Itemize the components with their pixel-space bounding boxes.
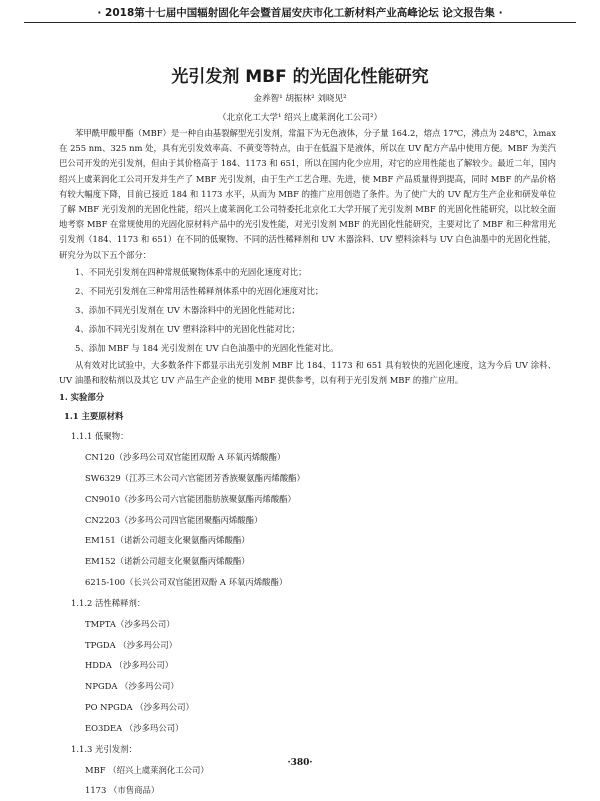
oligomer-item: CN9010（沙多玛公司六官能团脂肪族聚氨酯丙烯酸酯）	[85, 493, 296, 504]
section-heading-diluents: 1.1.2 活性稀释剂：	[71, 597, 146, 608]
page-number: ·380·	[287, 758, 313, 768]
diluent-item: TMPTA（沙多玛公司）	[85, 618, 175, 629]
diluent-item: EO3DEA （沙多玛公司）	[85, 722, 184, 733]
study-part-item: 4、添加不同光引发剂在 UV 塑料涂料中的光固化性能对比；	[75, 323, 300, 334]
diluent-item: NPGDA （沙多玛公司）	[85, 681, 179, 692]
oligomer-item: EM151（诺新公司超支化聚氨酯丙烯酸酯）	[85, 535, 250, 546]
study-part-item: 5、添加 MBF 与 184 光引发剂在 UV 白色油墨中的光固化性能对比。	[75, 342, 339, 353]
diluent-item: PO NPGDA （沙多玛公司）	[85, 702, 194, 712]
oligomer-item: SW6329（江苏三木公司六官能团芳香族聚氨酯丙烯酸酯）	[85, 473, 305, 484]
photoinitiator-item: MBF （绍兴上虞莱润化工公司）	[85, 764, 209, 775]
oligomer-item: CN2203（沙多玛公司四官能团聚酯丙烯酸酯）	[85, 514, 263, 525]
diluent-item: HDDA （沙多玛公司）	[85, 660, 174, 671]
paper-title: 光引发剂 MBF 的光固化性能研究	[171, 67, 429, 87]
main-body	[59, 126, 556, 801]
study-part-item: 2、不同光引发剂在三种常用活性稀释剂体系中的光固化速度对比；	[75, 285, 324, 296]
section-heading-oligomers: 1.1.1 低聚物：	[71, 431, 129, 442]
section-heading-experimental: 1. 实验部分	[59, 392, 105, 403]
diluent-item: TPGDA （沙多玛公司）	[85, 639, 177, 650]
study-part-item: 1、不同光引发剂在四种常规低聚物体系中的光固化速度对比；	[75, 266, 307, 277]
section-heading-photoinitiators: 1.1.3 光引发剂：	[71, 743, 137, 754]
section-heading-materials: 1.1 主要原材料	[64, 411, 124, 422]
oligomer-item: EM152（诺新公司超支化聚氨酯丙烯酸酯）	[85, 556, 250, 567]
conclusion-paragraph: 从有效对比试验中，大多数条件下都显示出光引发剂 MBF 比 184、1173 和 651 具有较快的光固化速度，这为今后 UV 涂料、UV 油墨和胶粘剂以及其它 UV 产品生产企业的使用 MBF 提供参考，以有利于光引发剂 MBF 的推广应用。	[59, 359, 556, 386]
oligomer-item: 6215-100（长兴公司双官能团双酚 A 环氧丙烯酸酯）	[85, 577, 288, 588]
affiliation: （北京化工大学¹ 绍兴上虞莱润化工公司²）	[217, 113, 383, 123]
photoinitiator-item: 1173 （市售商品）	[85, 785, 160, 796]
running-header: · 2018第十七届中国辐射固化年会暨首届安庆市化工新材料产业高峰论坛 论文报告集 ·	[24, 4, 576, 23]
study-part-item: 3、添加不同光引发剂在 UV 木器涂料中的光固化性能对比；	[75, 304, 300, 315]
intro-paragraph: 苯甲酰甲酸甲酯（MBF）是一种自由基裂解型光引发剂，常温下为无色液体，分子量 164.2，熔点 17℃，沸点为 248℃，λmax 在 255 nm、325 nm 处，具有光引发效率高、不黄变等特点，由于在低温下是液体，所以在 UV 配方产品中使用方便。MBF 为美汽巴公司开发的光引发剂，但由于其价格高于 184、1173 和 651，所以在国内化少应用，对它的应用性能也了解较少。最近二年，国内绍兴上虞莱润化工公司开发并生产了 MBF 光引发剂，由于生产工艺合理、先进，使 MBF 产品质量得到提高，同时 MBF 的产品价格有较大幅度下降，目前已接近 184 和 1173 水平，从而为 MBF 的推广应用创造了条件。为了使广大的 UV 配方生产企业和研发单位了解 MBF 光引发剂的光固化性能，绍兴上虞莱润化工公司特委托北京化工大学开展了光引发剂 MBF 的光固化性能研究，以比较全面地考察 MBF 在常规使用的光固化原材料产品中的光引发性能，对光引发剂 MBF 的光固化性能研究，主要对比了 MBF 和三种常用光引发剂（184、1173 和 651）在不同的低聚物、不同的活性稀释剂和 UV 木器涂料、UV 塑料涂料与 UV 白色油墨中的光固化性能，研究分为以下五个部分：	[59, 128, 556, 260]
oligomer-item: CN120（沙多玛公司双官能团双酚 A 环氧丙烯酸酯）	[85, 452, 286, 463]
authors: 金养智¹ 胡振林² 刘晓见²	[253, 94, 347, 104]
